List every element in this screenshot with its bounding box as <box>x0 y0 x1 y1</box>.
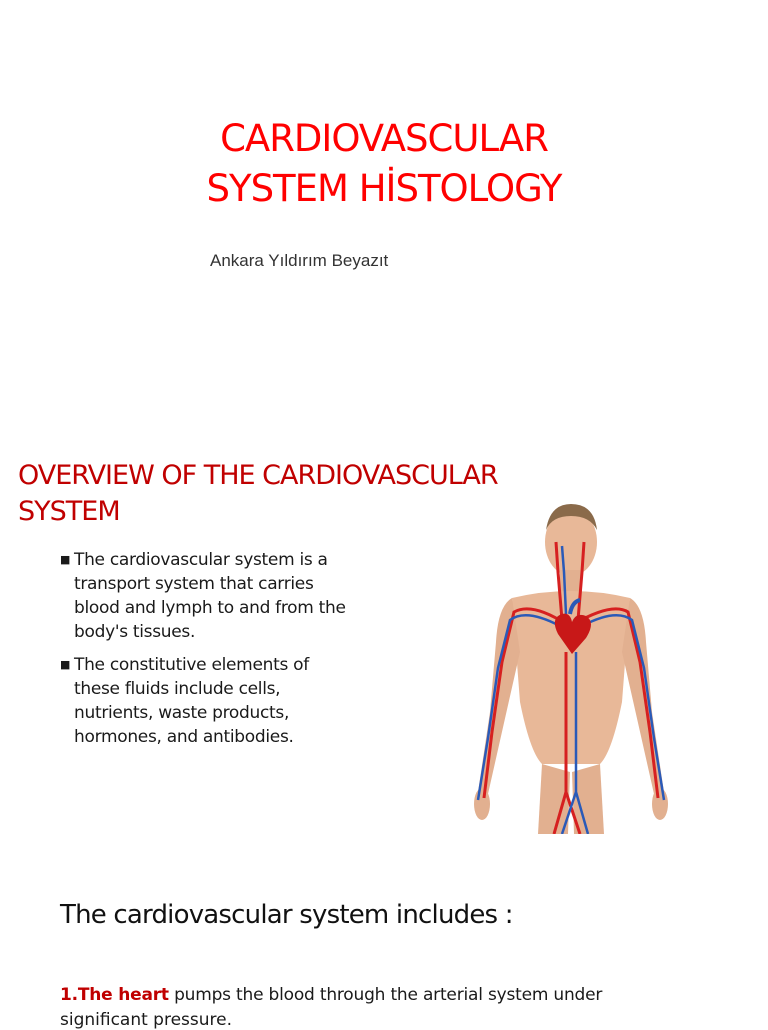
includes-slide <box>0 862 768 1030</box>
bullet-item <box>58 548 358 644</box>
right-hand-shape <box>474 788 490 820</box>
left-hand-shape <box>652 788 668 820</box>
title-line-2: SYSTEM HİSTOLOGY <box>206 167 562 210</box>
title-line-1: CARDIOVASCULAR <box>220 117 548 160</box>
item-text-heart: pumps the blood through the arterial system under <box>168 985 603 1005</box>
bullet-text: The constitutive elements of these fluids include cells, nutrients, waste products, hormones, and antibodies. <box>74 655 309 747</box>
bullet-text: The cardiovascular system is a transport system that carries blood and lymph to and from the body's tissues. <box>74 550 346 642</box>
list-item-heart <box>60 982 740 1008</box>
list-item-heart-continuation: significant pressure. <box>60 1010 233 1030</box>
circulatory-system-illustration <box>462 502 680 834</box>
torso-shape <box>512 591 630 764</box>
bullet-list <box>58 548 358 758</box>
overview-title: OVERVIEW OF THE CARDIOVASCULAR SYSTEM <box>18 460 498 527</box>
slide-subtitle: Ankara Yıldırım Beyazıt <box>210 251 389 270</box>
includes-title: The cardiovascular system includes : <box>60 900 513 930</box>
overview-slide <box>0 432 768 852</box>
bullet-square-icon: ■ <box>60 658 71 671</box>
item-label-heart: 1.The heart <box>60 985 169 1005</box>
slide-title <box>0 114 768 214</box>
bullet-square-icon: ■ <box>60 553 71 566</box>
bullet-item <box>58 653 358 749</box>
title-slide <box>0 0 768 400</box>
